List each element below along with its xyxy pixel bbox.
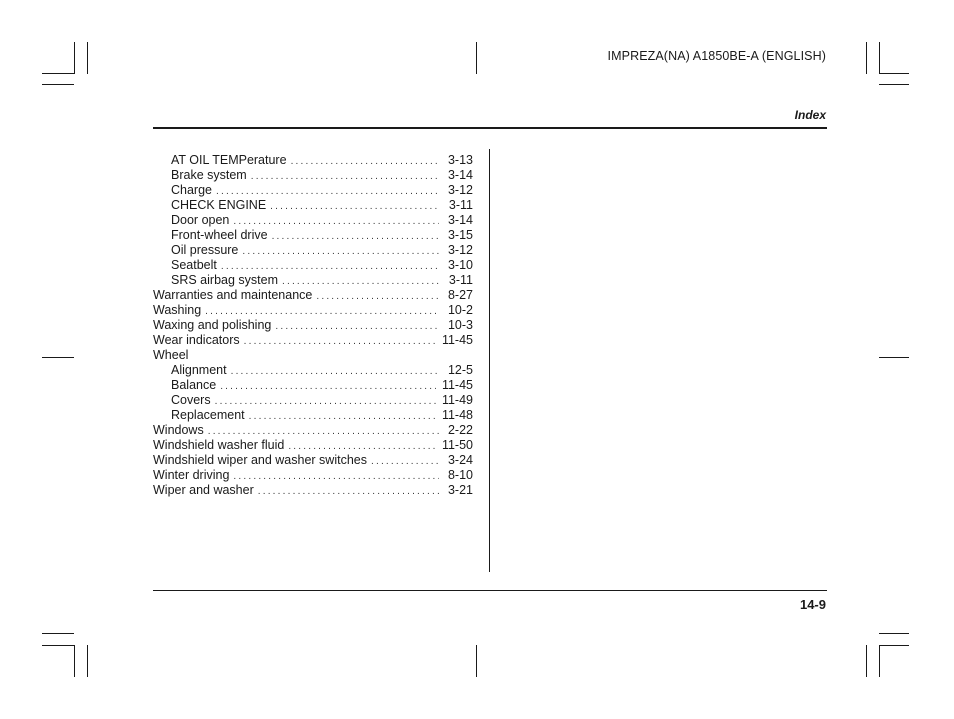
dot-leader <box>242 244 439 259</box>
index-entry <box>153 273 473 288</box>
index-entry-label: Alignment <box>171 363 227 377</box>
index-entry-label: Charge <box>171 183 212 197</box>
index-entry <box>153 213 473 228</box>
index-entry-page: 8-10 <box>447 468 473 482</box>
index-entry-page: 3-24 <box>447 453 473 467</box>
dot-leader <box>282 274 439 289</box>
index-entry-page: 3-12 <box>447 183 473 197</box>
index-entry-label: Brake system <box>171 168 247 182</box>
index-entry-page: 3-11 <box>448 198 473 212</box>
index-entry-page: 12-5 <box>447 363 473 377</box>
crop-mark-mid-left <box>42 357 74 358</box>
document-code: IMPREZA(NA) A1850BE-A (ENGLISH) <box>607 49 826 63</box>
crop-mark-top-right-h1 <box>879 73 909 74</box>
index-entry <box>153 333 473 348</box>
index-entry-label: Warranties and maintenance <box>153 288 313 302</box>
index-entry-label: Front-wheel drive <box>171 228 268 242</box>
index-entry <box>153 438 473 453</box>
index-entry-label: AT OIL TEMPerature <box>171 153 287 167</box>
crop-mark-top-right-v2 <box>879 42 880 74</box>
page-number: 14-9 <box>799 597 826 612</box>
dot-leader <box>288 439 436 454</box>
index-entry-label: CHECK ENGINE <box>171 198 267 212</box>
index-entry <box>153 228 473 243</box>
dot-leader <box>272 229 439 244</box>
index-entry-page: 3-21 <box>447 483 473 497</box>
dot-leader <box>244 334 436 349</box>
index-entry-page: 3-11 <box>448 273 473 287</box>
dot-leader <box>221 259 439 274</box>
index-entry-page: 11-48 <box>441 408 473 422</box>
index-entry <box>153 453 473 468</box>
column-divider <box>489 149 490 572</box>
dot-leader <box>258 484 439 499</box>
index-list <box>153 153 473 498</box>
dot-leader <box>249 409 436 424</box>
index-entry-page: 11-50 <box>441 438 473 452</box>
index-entry-label: Washing <box>153 303 202 317</box>
crop-mark-bottom-right-h1 <box>879 633 909 634</box>
dot-leader <box>291 154 439 169</box>
crop-mark-bottom-right-h2 <box>879 645 909 646</box>
dot-leader <box>316 289 439 304</box>
index-entry-label: Oil pressure <box>171 243 239 257</box>
index-entry-label: Seatbelt <box>171 258 217 272</box>
crop-mark-bottom-left-v2 <box>87 645 88 677</box>
dot-leader <box>215 394 436 409</box>
index-entry <box>153 153 473 168</box>
crop-mark-top-left-h1 <box>42 73 74 74</box>
index-entry-label: Wheel <box>153 348 189 362</box>
index-entry-page: 2-22 <box>447 423 473 437</box>
crop-mark-top-right-v1 <box>866 42 867 74</box>
dot-leader <box>220 379 436 394</box>
dot-leader <box>275 319 439 334</box>
dot-leader <box>270 199 439 214</box>
crop-mark-bottom-right-v1 <box>866 645 867 677</box>
index-entry <box>153 348 473 363</box>
index-entry-label: Waxing and polishing <box>153 318 272 332</box>
index-entry <box>153 483 473 498</box>
crop-mark-bottom-center <box>476 645 477 677</box>
dot-leader <box>208 424 439 439</box>
index-entry-label: Windshield wiper and washer switches <box>153 453 367 467</box>
crop-mark-bottom-left-h1 <box>42 633 74 634</box>
crop-mark-top-left-v2 <box>87 42 88 74</box>
index-entry-page: 10-2 <box>447 303 473 317</box>
index-entry <box>153 288 473 303</box>
index-entry-page: 3-14 <box>447 168 473 182</box>
index-entry-label: Windows <box>153 423 204 437</box>
crop-mark-top-left-h2 <box>42 84 74 85</box>
index-entry-label: Wear indicators <box>153 333 240 347</box>
dot-leader <box>233 469 439 484</box>
index-entry <box>153 318 473 333</box>
index-entry-page: 11-45 <box>441 333 473 347</box>
index-entry-label: Wiper and washer <box>153 483 254 497</box>
index-entry-label: Replacement <box>171 408 245 422</box>
crop-mark-bottom-right-v2 <box>879 645 880 677</box>
index-entry <box>153 423 473 438</box>
header-rule <box>153 127 827 129</box>
index-entry-page: 3-10 <box>447 258 473 272</box>
crop-mark-top-left-v1 <box>74 42 75 74</box>
dot-leader <box>371 454 439 469</box>
index-entry <box>153 468 473 483</box>
index-entry-label: Covers <box>171 393 211 407</box>
index-entry <box>153 183 473 198</box>
index-entry <box>153 258 473 273</box>
index-entry <box>153 393 473 408</box>
index-entry-page: 3-14 <box>447 213 473 227</box>
section-title: Index <box>794 108 826 122</box>
index-entry-page: 10-3 <box>447 318 473 332</box>
index-entry-page: 3-15 <box>447 228 473 242</box>
crop-mark-bottom-left-h2 <box>42 645 74 646</box>
crop-mark-bottom-left-v1 <box>74 645 75 677</box>
index-entry-label: Balance <box>171 378 217 392</box>
index-entry-page: 8-27 <box>447 288 473 302</box>
index-entry <box>153 243 473 258</box>
index-entry-label: SRS airbag system <box>171 273 278 287</box>
index-entry-page: 3-12 <box>447 243 473 257</box>
index-entry <box>153 168 473 183</box>
dot-leader <box>231 364 439 379</box>
index-entry-label: Door open <box>171 213 230 227</box>
index-entry <box>153 198 473 213</box>
crop-mark-top-right-h2 <box>879 84 909 85</box>
footer-rule <box>153 590 827 591</box>
index-entry <box>153 408 473 423</box>
index-entry <box>153 363 473 378</box>
dot-leader <box>205 304 439 319</box>
index-entry-label: Windshield washer fluid <box>153 438 285 452</box>
dot-leader <box>233 214 439 229</box>
crop-mark-top-center <box>476 42 477 74</box>
index-entry-page: 3-13 <box>447 153 473 167</box>
index-entry <box>153 378 473 393</box>
index-entry <box>153 303 473 318</box>
index-entry-page: 11-49 <box>441 393 473 407</box>
dot-leader <box>251 169 439 184</box>
index-entry-label: Winter driving <box>153 468 230 482</box>
index-entry-page: 11-45 <box>441 378 473 392</box>
dot-leader <box>216 184 439 199</box>
crop-mark-mid-right <box>879 357 909 358</box>
